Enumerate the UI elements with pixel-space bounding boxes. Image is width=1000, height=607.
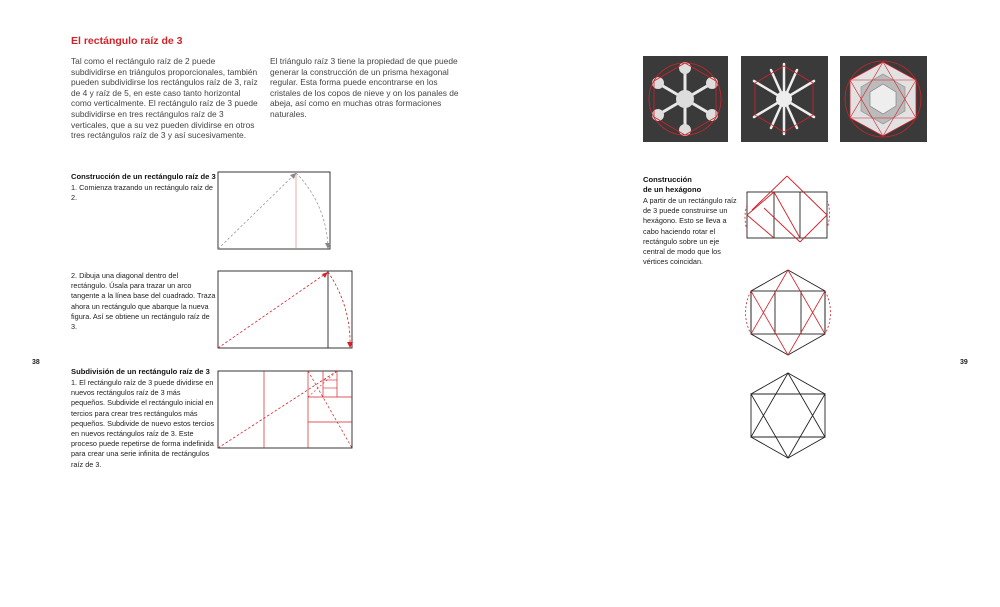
snowflake-icon xyxy=(643,56,728,142)
hexagon-text: A partir de un rectángulo raíz de 3 puede construirse un hexágono. Esto se lleva a cabo haciendo rotar el rectángulo sobre un eje central de modo que los vértices coincidan. xyxy=(643,196,737,267)
snowflake-icon xyxy=(840,56,927,142)
diagram-hexagon-step-1 xyxy=(738,170,838,250)
hexagon-block xyxy=(643,175,743,267)
diagram-root3-construction xyxy=(217,269,357,351)
construction-heading: Construcción de un rectángulo raíz de 3 xyxy=(71,172,216,181)
subdivision-heading: Subdivisión de un rectángulo raíz de 3 xyxy=(71,367,210,376)
hexagon-heading-line-2: de un hexágono xyxy=(643,185,702,194)
subdivision-step-1: 1. El rectángulo raíz de 3 puede dividirse en nuevos rectángulos raíz de 3 más pequeños. Subdivide el rectángulo inicial en tercios para crear tres rectángulos más pequeños. Subdivide de nuevo estos tercios en nuevos rectángulos raíz de 3. Este proceso puede repetirse de forma indefinida para crear una serie infinita de rectángulos raíz de 3. xyxy=(71,378,215,469)
intro-text-left: Tal como el rectángulo raíz de 2 puede subdividirse en triángulos proporcionales, también pueden subdividirse los rectángulos raíz de 3, raíz de 4 y raíz de 5, en este caso tanto horizontal como verticalmente. El rectángulo raíz de 3 puede subdividirse en tres rectángulos raíz de 3 verticales, que a su vez pueden dividirse en otros tres rectángulos raíz de 3 y así sucesivamente. xyxy=(71,56,258,141)
page-title: El rectángulo raíz de 3 xyxy=(71,35,183,47)
construction-step-2: 2. Dibuja una diagonal dentro del rectángulo. Úsala para trazar un arco tangente a la línea base del cuadrado. Traza ahora un rectángulo que abarque la nueva figura. Así se obtiene un rectángulo raíz de 3. xyxy=(71,271,216,332)
snowflake-icon xyxy=(741,56,828,142)
hexagon-heading-line-1: Construcción xyxy=(643,175,692,184)
page-number-right: 39 xyxy=(960,359,968,366)
diagram-root3-subdivision xyxy=(217,369,357,451)
diagram-hexagon-step-3 xyxy=(738,371,838,461)
subdivision-block xyxy=(71,367,216,470)
snowflake-photo-2 xyxy=(741,56,828,142)
construction-step-1: 1. Comienza trazando un rectángulo raíz de 2. xyxy=(71,183,213,203)
snowflake-photo-1 xyxy=(643,56,728,142)
snowflake-photo-3 xyxy=(840,56,927,142)
page-number-left: 38 xyxy=(32,359,40,366)
construction-block xyxy=(71,172,216,203)
intro-text-right: El triángulo raíz 3 tiene la propiedad de que puede generar la construcción de un prisma hexagonal regular. Esta forma puede encontrarse en los cristales de los copos de nieve y on los panales de abeja, así como en muchas otras formaciones naturales. xyxy=(270,56,459,119)
diagram-root2-rectangle xyxy=(217,170,332,252)
diagram-hexagon-step-2 xyxy=(738,268,838,358)
